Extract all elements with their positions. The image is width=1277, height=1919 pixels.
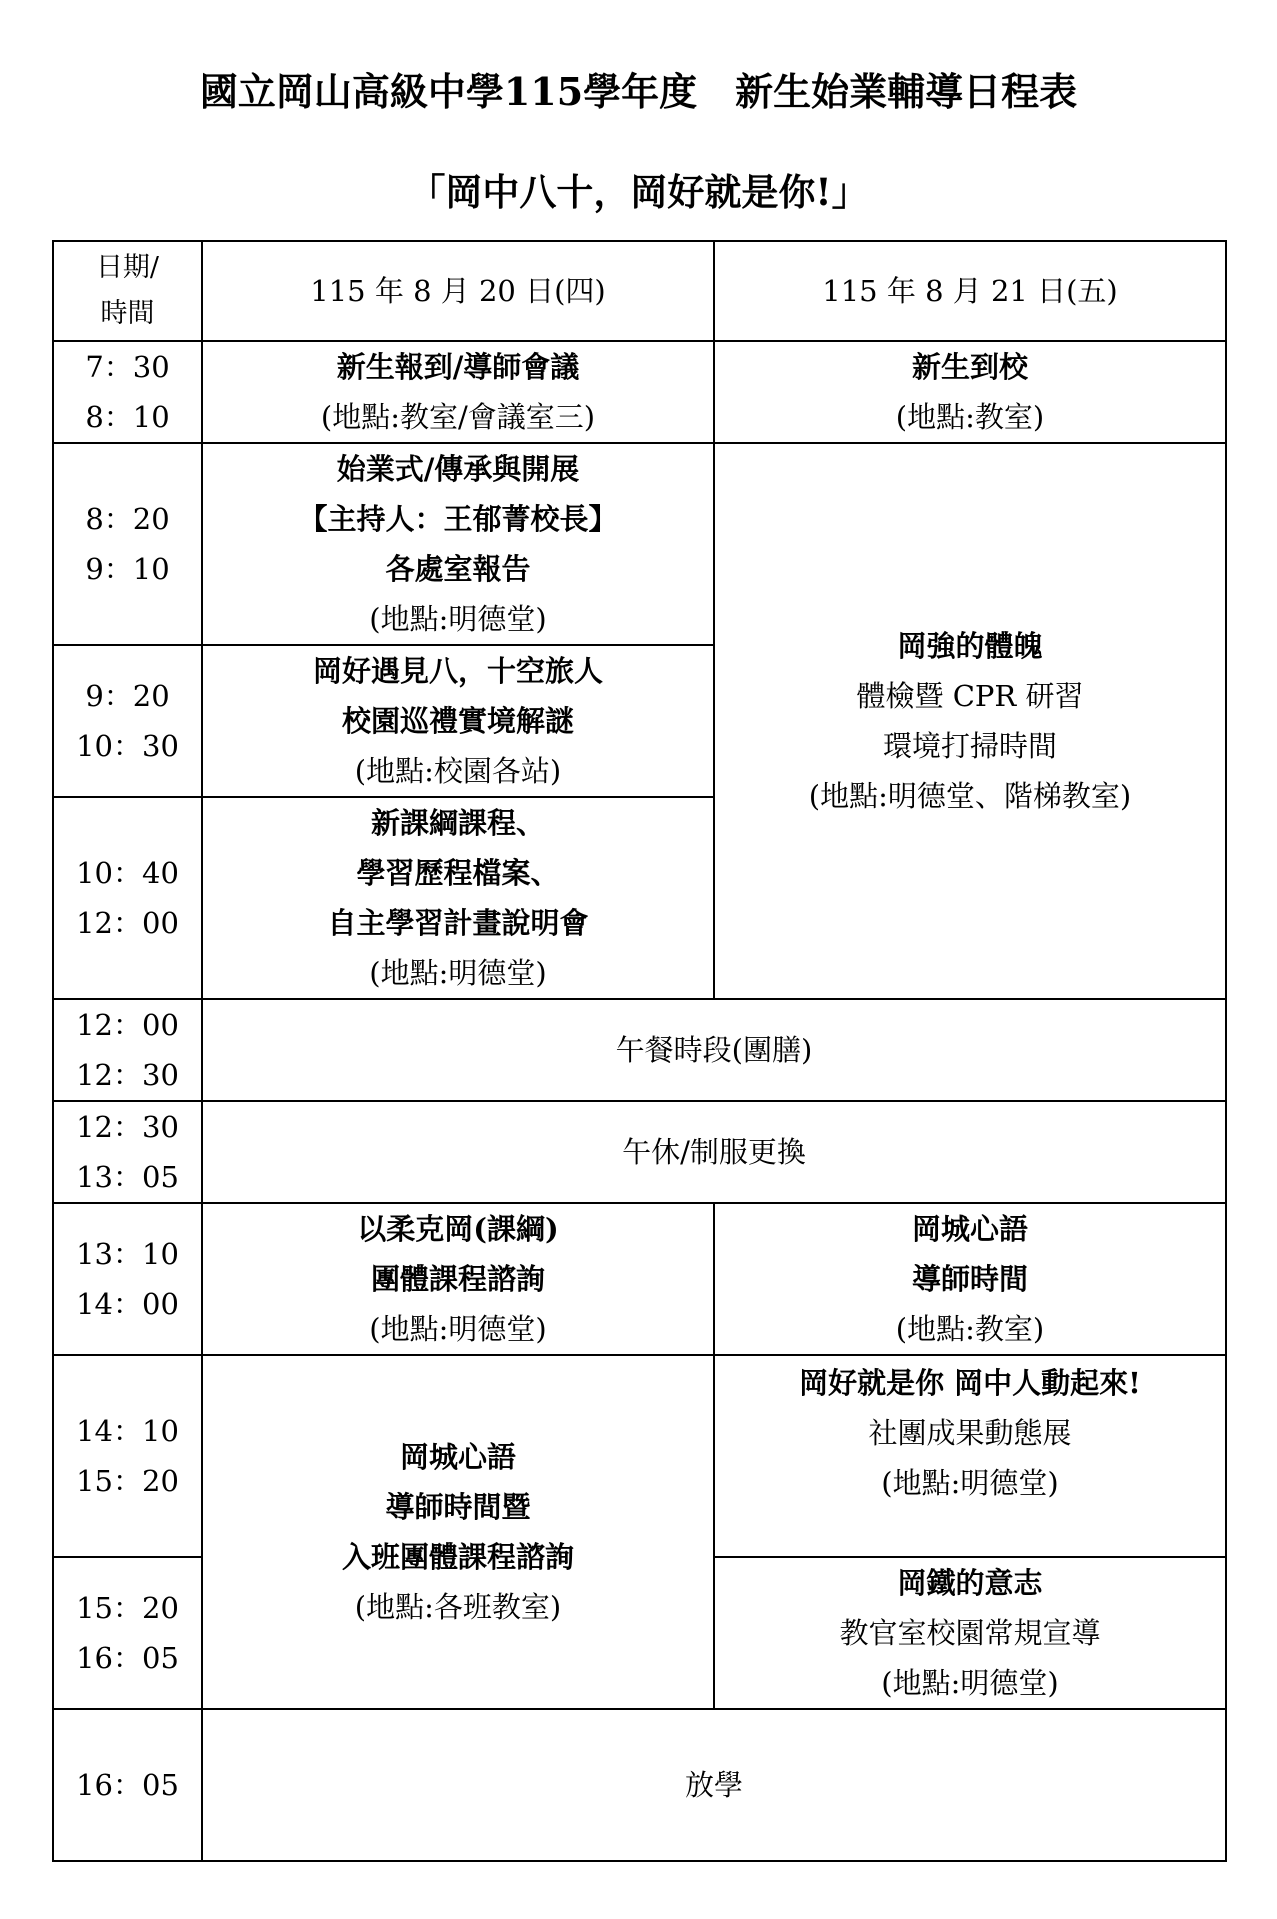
time-end: 15：20 [76, 1464, 179, 1498]
event-location: (地點:教室/會議室三) [320, 400, 596, 434]
event-detail: 導師時間 [911, 1262, 1028, 1296]
event-title: 放學 [684, 1768, 743, 1802]
event-title: 新課綱課程、 [370, 806, 545, 840]
time-end: 12：30 [76, 1058, 179, 1092]
time-start: 14：10 [76, 1414, 179, 1448]
event-cell-day1 [202, 645, 714, 797]
event-detail: 入班團體課程諮詢 [341, 1540, 574, 1574]
event-title: 岡城心語 [399, 1440, 516, 1474]
time-start: 12：00 [76, 1008, 179, 1042]
event-cell-both-days [202, 999, 1226, 1101]
time-start: 13：10 [76, 1237, 179, 1271]
time-end: 8：10 [85, 400, 170, 434]
event-location: (地點:明德堂) [369, 1312, 547, 1346]
table-row [53, 999, 1226, 1101]
time-cell [53, 341, 202, 443]
event-cell-day1 [202, 1203, 714, 1355]
event-title: 午餐時段(團膳) [615, 1033, 813, 1067]
time-start: 8：20 [85, 502, 170, 536]
table-row [53, 443, 1226, 645]
event-location: (地點:明德堂、階梯教室) [808, 779, 1132, 813]
time-cell [53, 797, 202, 999]
event-detail: 環境打掃時間 [882, 729, 1057, 763]
event-cell-day1 [202, 443, 714, 645]
event-cell-day1 [202, 797, 714, 999]
header-date-time-cell [53, 241, 202, 341]
time-end: 14：00 [76, 1287, 179, 1321]
event-host: 【主持人：王郁菁校長】 [298, 502, 618, 536]
event-cell-both-days [202, 1709, 1226, 1861]
time-start: 9：20 [85, 679, 170, 713]
time-end: 16：05 [76, 1641, 179, 1675]
table-row [53, 1355, 1226, 1557]
time-cell [53, 1557, 202, 1709]
time-end: 10：30 [76, 729, 179, 763]
event-location: (地點:明德堂) [369, 956, 547, 990]
event-detail: 團體課程諮詢 [370, 1262, 545, 1296]
event-location: (地點:教室) [895, 400, 1045, 434]
event-cell-day2 [714, 1203, 1226, 1355]
time-cell [53, 1355, 202, 1557]
table-row [53, 1101, 1226, 1203]
time-cell [53, 1101, 202, 1203]
event-title: 岡城心語 [911, 1212, 1028, 1246]
header-day1-label: 115 年 8 月 20 日(四) [310, 274, 606, 308]
header-row [53, 241, 1226, 341]
event-cell-day1-merged [202, 1355, 714, 1709]
header-date-label: 日期/ [95, 252, 160, 283]
event-cell-day1 [202, 341, 714, 443]
event-title: 新生到校 [911, 350, 1028, 384]
event-title: 岡強的體魄 [897, 629, 1043, 663]
time-start: 10：40 [76, 856, 179, 890]
schedule-table [52, 240, 1227, 1862]
event-location: (地點:明德堂) [881, 1666, 1059, 1700]
time-cell [53, 1203, 202, 1355]
header-day2 [714, 241, 1226, 341]
time-start: 7：30 [85, 350, 170, 384]
event-detail: 各處室報告 [385, 552, 531, 586]
event-cell-both-days [202, 1101, 1226, 1203]
event-detail: 導師時間暨 [385, 1490, 531, 1524]
time-start: 16：05 [76, 1768, 179, 1802]
event-title: 岡好遇見八，十空旅人 [312, 654, 603, 688]
table-row [53, 341, 1226, 443]
time-cell [53, 645, 202, 797]
event-location: (地點:校園各站) [354, 754, 562, 788]
time-cell [53, 1709, 202, 1861]
time-cell [53, 443, 202, 645]
time-cell [53, 999, 202, 1101]
time-end: 13：05 [76, 1160, 179, 1194]
event-location: (地點:教室) [895, 1312, 1045, 1346]
event-cell-day2 [714, 1355, 1226, 1557]
event-location: (地點:各班教室) [354, 1590, 562, 1624]
page-title: 國立岡山高級中學115學年度 新生始業輔導日程表 [199, 69, 1078, 114]
event-cell-day2-merged [714, 443, 1226, 999]
event-cell-day2 [714, 1557, 1226, 1709]
header-day1 [202, 241, 714, 341]
event-title: 午休/制服更換 [622, 1135, 806, 1169]
event-location: (地點:明德堂) [881, 1466, 1059, 1500]
time-start: 15：20 [76, 1591, 179, 1625]
event-detail: 社團成果動態展 [868, 1416, 1072, 1450]
header-time-label: 時間 [100, 298, 155, 329]
event-title: 岡好就是你 岡中人動起來! [799, 1366, 1141, 1400]
event-title: 新生報到/導師會議 [336, 350, 580, 384]
event-cell-day2 [714, 341, 1226, 443]
event-title: 以柔克岡(課綱) [357, 1212, 559, 1246]
time-start: 12：30 [76, 1110, 179, 1144]
page-subtitle: 「岡中八十，岡好就是你!」 [408, 170, 869, 214]
event-title: 始業式/傳承與開展 [336, 452, 580, 486]
event-location: (地點:明德堂) [369, 602, 547, 636]
event-detail: 自主學習計畫說明會 [327, 906, 589, 940]
table-row [53, 1203, 1226, 1355]
event-detail: 學習歷程檔案、 [356, 856, 560, 890]
table-row [53, 1709, 1226, 1861]
event-detail: 體檢暨 CPR 研習 [856, 679, 1084, 713]
event-title: 岡鐵的意志 [897, 1566, 1043, 1600]
event-detail: 校園巡禮實境解謎 [341, 704, 574, 738]
event-detail: 教官室校園常規宣導 [839, 1616, 1101, 1650]
time-end: 9：10 [85, 552, 170, 586]
header-day2-label: 115 年 8 月 21 日(五) [822, 274, 1118, 308]
time-end: 12：00 [76, 906, 179, 940]
